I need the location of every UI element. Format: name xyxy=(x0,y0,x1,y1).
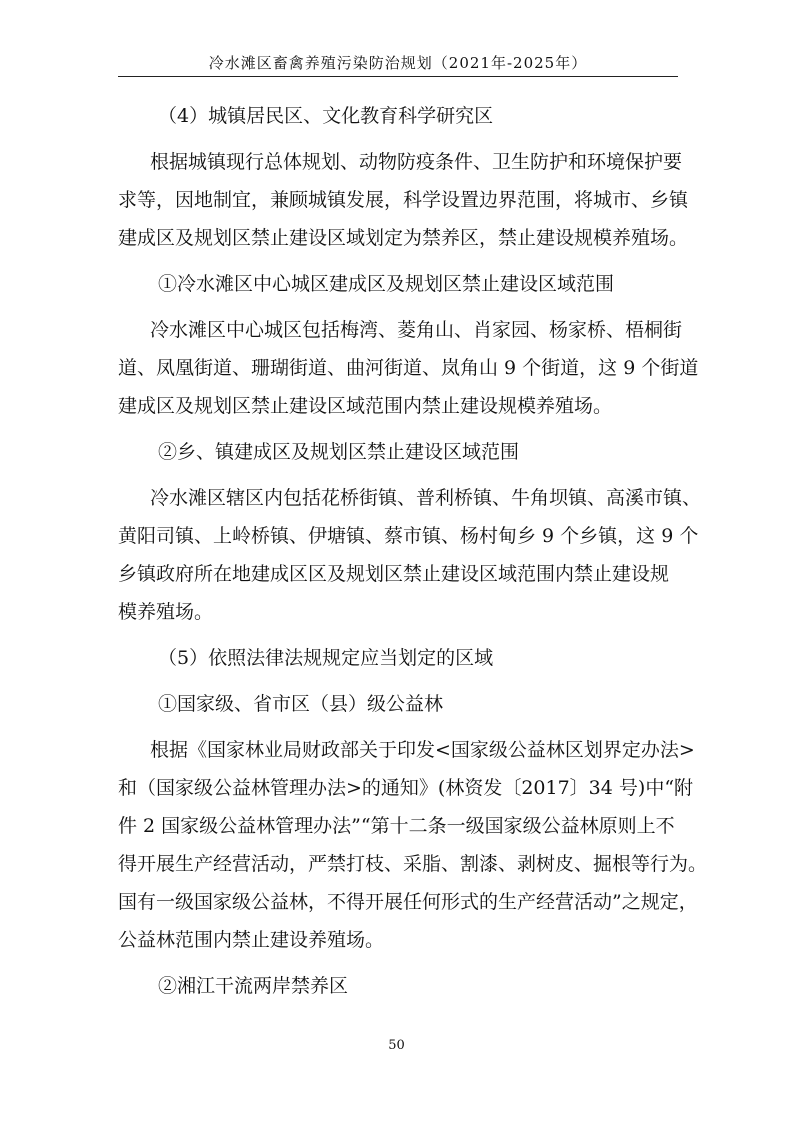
paragraph-line: 根据《国家林业局财政部关于印发<国家级公益林区划界定办法> xyxy=(150,739,695,761)
subsection-heading: ②乡、镇建成区及规划区禁止建设区域范围 xyxy=(158,441,520,463)
paragraph-line: 乡镇政府所在地建成区区及规划区禁止建设区域范围内禁止建设规 xyxy=(118,563,670,585)
paragraph-line: 国有一级国家级公益林，不得开展任何形式的生产经营活动”之规定， xyxy=(118,891,698,913)
paragraph-line: 件 2 国家级公益林管理办法”“第十二条一级国家级公益林原则上不 xyxy=(118,815,675,837)
subsection-heading: ①冷水滩区中心城区建成区及规划区禁止建设区域范围 xyxy=(158,273,615,295)
section-heading: （5）依照法律法规规定应当划定的区域 xyxy=(158,647,494,669)
paragraph-line: 公益林范围内禁止建设养殖场。 xyxy=(118,929,385,951)
paragraph-line: 得开展生产经营活动，严禁打枝、采脂、割漆、剥树皮、掘根等行为。 xyxy=(118,853,708,875)
running-header: 冷水滩区畜禽养殖污染防治规划（2021年-2025年） xyxy=(208,54,588,72)
paragraph-line: 建成区及规划区禁止建设区域划定为禁养区，禁止建设规模养殖场。 xyxy=(118,227,689,249)
paragraph-line: 建成区及规划区禁止建设区域范围内禁止建设规模养殖场。 xyxy=(118,395,613,417)
paragraph-line: 冷水滩区中心城区包括梅湾、菱角山、肖家园、杨家桥、梧桐街 xyxy=(150,319,683,341)
section-heading: （4）城镇居民区、文化教育科学研究区 xyxy=(158,105,494,127)
paragraph-line: 道、凤凰街道、珊瑚街道、曲河街道、岚角山 9 个街道，这 9 个街道 xyxy=(118,357,699,379)
paragraph-line: 黄阳司镇、上岭桥镇、伊塘镇、蔡市镇、杨村甸乡 9 个乡镇，这 9 个 xyxy=(118,525,699,547)
header-rule xyxy=(118,76,678,77)
paragraph-line: 根据城镇现行总体规划、动物防疫条件、卫生防护和环境保护要 xyxy=(150,151,683,173)
subsection-heading: ②湘江干流两岸禁养区 xyxy=(158,975,349,997)
subsection-heading: ①国家级、省市区（县）级公益林 xyxy=(158,693,444,715)
paragraph-line: 模养殖场。 xyxy=(118,601,214,623)
paragraph-line: 和（国家级公益林管理办法>的通知》(林资发〔2017〕34 号)中“附 xyxy=(118,777,694,799)
paragraph-line: 冷水滩区辖区内包括花桥街镇、普利桥镇、牛角坝镇、高溪市镇、 xyxy=(150,487,702,509)
paragraph-line: 求等，因地制宜，兼顾城镇发展，科学设置边界范围，将城市、乡镇 xyxy=(118,189,689,211)
page-number: 50 xyxy=(388,1038,405,1053)
